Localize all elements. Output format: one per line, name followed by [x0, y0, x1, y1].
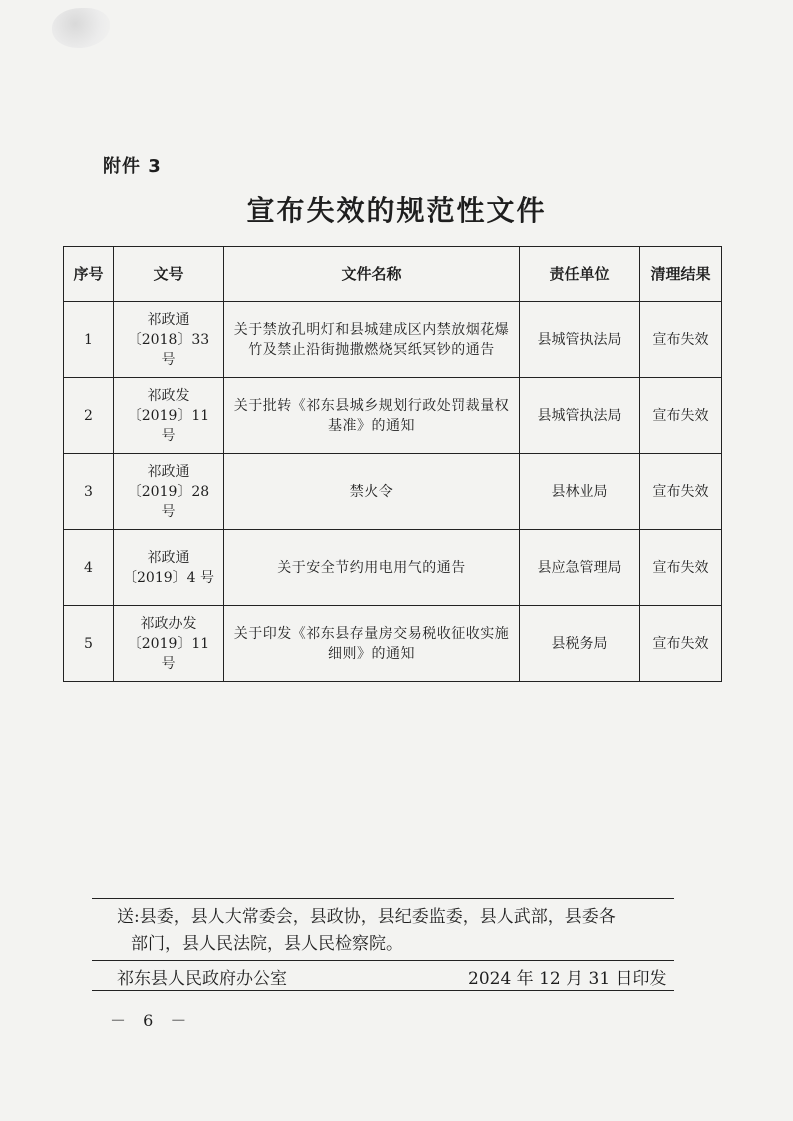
footer-rule-middle [92, 960, 674, 961]
doc-number-prefix: 祁政办发 [140, 615, 197, 632]
header-result: 清理结果 [640, 247, 722, 302]
doc-number-prefix: 祁政通 [147, 549, 190, 566]
row-no: 1 [64, 302, 114, 378]
row-no: 5 [64, 606, 114, 682]
distribution-line-1: 送:县委，县人大常委会，县政协，县纪委监委，县人武部，县委各 [117, 907, 616, 927]
row-unit: 县林业局 [520, 454, 640, 530]
doc-number-prefix: 祁政通 [147, 311, 190, 328]
row-doc-number [114, 454, 224, 530]
footer-rule-bottom [92, 990, 674, 991]
row-no: 2 [64, 378, 114, 454]
distribution-list [117, 904, 665, 958]
issuing-office: 祁东县人民政府办公室 [117, 969, 287, 989]
document-title: 宣布失效的规范性文件 [246, 194, 547, 227]
table-row [64, 530, 722, 606]
row-doc-number [114, 378, 224, 454]
page-number: － 6 － [110, 1011, 193, 1030]
doc-number-suffix: 〔2018〕33 号 [127, 331, 210, 368]
row-doc-name: 关于印发《祁东县存量房交易税收征收实施细则》的通知 [224, 606, 520, 682]
attachment-label: 附件 3 [103, 156, 162, 177]
row-result: 宣布失效 [640, 454, 722, 530]
doc-number-prefix: 祁政发 [147, 387, 190, 404]
header-doc-name: 文件名称 [224, 247, 520, 302]
row-result: 宣布失效 [640, 606, 722, 682]
row-result: 宣布失效 [640, 378, 722, 454]
issue-date: 2024 年 12 月 31 日印发 [468, 969, 667, 989]
row-no: 3 [64, 454, 114, 530]
row-unit: 县应急管理局 [520, 530, 640, 606]
doc-number-suffix: 〔2019〕11 号 [127, 635, 210, 672]
header-doc-number: 文号 [114, 247, 224, 302]
table-row [64, 302, 722, 378]
footer-rule-top [92, 898, 674, 899]
row-unit: 县城管执法局 [520, 302, 640, 378]
row-doc-number [114, 606, 224, 682]
table-header-row [64, 247, 722, 302]
row-doc-number [114, 302, 224, 378]
row-doc-number [114, 530, 224, 606]
scan-smudge [52, 8, 110, 48]
doc-number-suffix: 〔2019〕11 号 [127, 407, 210, 444]
row-doc-name: 禁火令 [224, 454, 520, 530]
row-doc-name: 关于批转《祁东县城乡规划行政处罚裁量权基准》的通知 [224, 378, 520, 454]
row-no: 4 [64, 530, 114, 606]
row-doc-name: 关于禁放孔明灯和县城建成区内禁放烟花爆竹及禁止沿街抛撒燃烧冥纸冥钞的通告 [224, 302, 520, 378]
invalid-documents-table [63, 246, 722, 682]
table-row [64, 606, 722, 682]
table-row [64, 378, 722, 454]
row-doc-name: 关于安全节约用电用气的通告 [224, 530, 520, 606]
header-unit: 责任单位 [520, 247, 640, 302]
row-result: 宣布失效 [640, 530, 722, 606]
distribution-line-2: 部门，县人民法院，县人民检察院。 [131, 934, 403, 954]
doc-number-prefix: 祁政通 [147, 463, 190, 480]
table-row [64, 454, 722, 530]
row-unit: 县税务局 [520, 606, 640, 682]
row-result: 宣布失效 [640, 302, 722, 378]
row-unit: 县城管执法局 [520, 378, 640, 454]
doc-number-suffix: 〔2019〕4 号 [123, 569, 214, 586]
header-no: 序号 [64, 247, 114, 302]
doc-number-suffix: 〔2019〕28 号 [127, 483, 210, 520]
